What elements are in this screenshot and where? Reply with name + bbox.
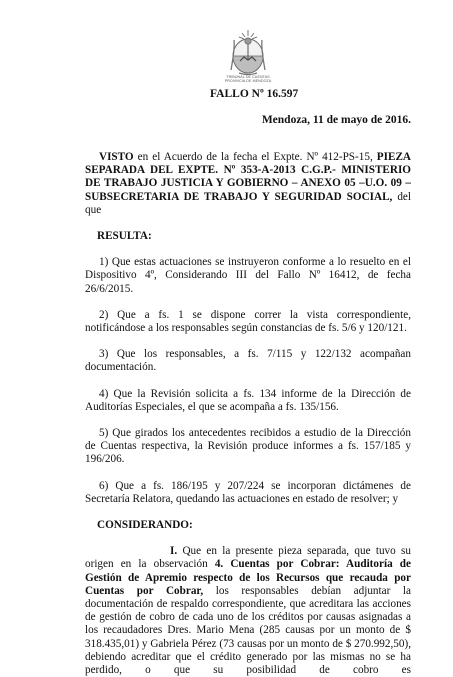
resulta-item-2: 2) Que a fs. 1 se dispone correr la vista correspondiente, notificándose a los responsables según constancias de fs. 5/6 y 120/121. — [85, 308, 411, 335]
considerando-text-a: Que en la presente pieza separada, que tuvo su origen en la observación — [85, 545, 411, 571]
visto-paragraph — [85, 151, 411, 217]
resulta-item-5: 5) Que girados los antecedentes recibidos a estudio de la Dirección de Cuentas respectiva, la Revisión produce informes a fs. 157/185 y 196/206. — [85, 427, 411, 466]
provincial-seal-icon — [225, 26, 271, 76]
considerando-paragraph — [85, 545, 411, 677]
resulta-heading: RESULTA: — [97, 230, 152, 243]
considerando-text-c: los responsables debían adjuntar la documentación de respaldo correspondiente, que acreditara las acciones de gestión de cobro de cada uno de los créditos por causas asignadas a los recaudadores Dres. Mario Mena (285 causas por un monto de $ 318.435,01) y Gabriela Pérez (73 causas por un monto de $ 270.992,50), debiendo acreditar que el crédito generado por las mismas no se ha perdido, o que su posibilidad de cobro es — [85, 584, 411, 677]
seal-caption-line1: TRIBUNAL DE CUENTAS — [226, 75, 270, 79]
visto-expediente: PIEZA SEPARADA DEL EXPTE. Nº 353-A-2013 C.G.P.- MINISTERIO DE TRABAJO JUSTICIA Y GOBIERNO – ANEXO 05 –U.O. 09 – SUBSECRETARIA DE TRABAJO Y SEGURIDAD SOCIAL, — [85, 151, 411, 203]
considerando-heading: CONSIDERANDO: — [97, 519, 193, 532]
document-date: Mendoza, 11 de mayo de 2016. — [261, 114, 411, 126]
seal-caption — [200, 75, 296, 84]
considerando-observacion: 4. Cuentas por Cobrar: Auditoría de Gestión de Apremio respecto de los Recursos que recauda por Cuentas por Cobrar, — [85, 558, 411, 597]
considerando-roman: I. — [170, 545, 178, 558]
seal-caption-line2: PROVINCIA DE MENDOZA — [224, 79, 272, 84]
resulta-item-3: 3) Que los responsables, a fs. 7/115 y 122/132 acompañan documentación. — [85, 348, 411, 374]
resulta-item-4: 4) Que la Revisión solicita a fs. 134 informe de la Dirección de Auditorías Especiales, el que se acompaña a fs. 135/156. — [85, 387, 411, 413]
document-body — [85, 151, 411, 677]
resulta-item-6: 6) Que a fs. 186/195 y 207/224 se incorporan dictámenes de Secretaría Relatora, quedando las actuaciones en estado de resolver; y — [85, 479, 411, 505]
resulta-item-1: 1) Que estas actuaciones se instruyeron conforme a lo resuelto en el Dispositivo 4º, Considerando III del Fallo Nº 16412, de fecha 26/6/2015. — [85, 256, 411, 295]
visto-text-c: del que — [85, 190, 411, 216]
visto-label: VISTO — [99, 151, 134, 163]
visto-text-a: en el Acuerdo de la fecha el Expte. Nº 412-PS-15, — [133, 151, 377, 163]
fallo-number: FALLO Nº 16.597 — [210, 88, 299, 100]
